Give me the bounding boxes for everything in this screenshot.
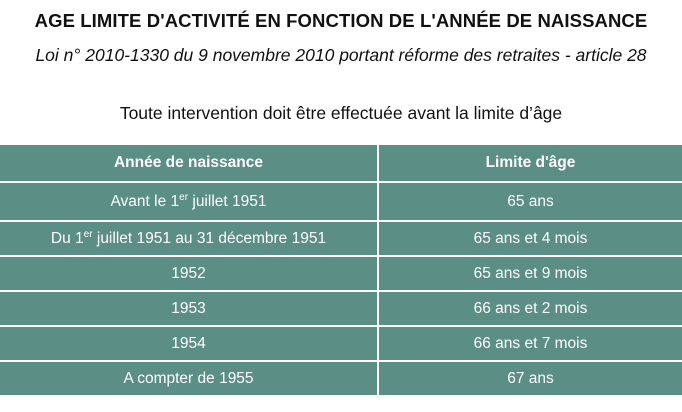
header-age-limit: Limite d'âge bbox=[378, 145, 682, 182]
birth-text: Du 1 bbox=[50, 229, 84, 247]
birth-cell: 1953 bbox=[0, 291, 378, 326]
limit-cell: 65 ans bbox=[378, 182, 682, 221]
birth-cell: 1952 bbox=[0, 256, 378, 291]
birth-cell bbox=[0, 182, 378, 221]
age-limit-table bbox=[0, 145, 682, 395]
limit-cell: 66 ans et 7 mois bbox=[378, 326, 682, 361]
limit-cell: 65 ans et 9 mois bbox=[378, 256, 682, 291]
birth-cell: 1954 bbox=[0, 326, 378, 361]
table-row bbox=[0, 256, 682, 291]
law-reference: Loi n° 2010-1330 du 9 novembre 2010 portant réforme des retraites - article 28 bbox=[35, 45, 647, 65]
birth-text-end: juillet 1951 au 31 décembre 1951 bbox=[92, 229, 327, 247]
birth-text-end: juillet 1951 bbox=[188, 192, 267, 210]
table-header-row bbox=[0, 145, 682, 182]
limit-cell: 66 ans et 2 mois bbox=[378, 291, 682, 326]
birth-cell: A compter de 1955 bbox=[0, 361, 378, 395]
table-row bbox=[0, 221, 682, 256]
birth-text: Avant le 1 bbox=[110, 192, 180, 210]
table-row bbox=[0, 182, 682, 221]
table-row bbox=[0, 361, 682, 395]
birth-cell bbox=[0, 221, 378, 256]
table-row bbox=[0, 326, 682, 361]
ordinal-suffix: er bbox=[83, 228, 93, 240]
ordinal-suffix: er bbox=[179, 191, 189, 203]
table-row bbox=[0, 291, 682, 326]
document-title: AGE LIMITE D'ACTIVITÉ EN FONCTION DE L'ANNÉE DE NAISSANCE bbox=[34, 10, 648, 31]
limit-cell: 67 ans bbox=[378, 361, 682, 395]
notice-text: Toute intervention doit être effectuée avant la limite d’âge bbox=[119, 103, 563, 123]
header-birth-year: Année de naissance bbox=[0, 145, 378, 182]
limit-cell: 65 ans et 4 mois bbox=[378, 221, 682, 256]
